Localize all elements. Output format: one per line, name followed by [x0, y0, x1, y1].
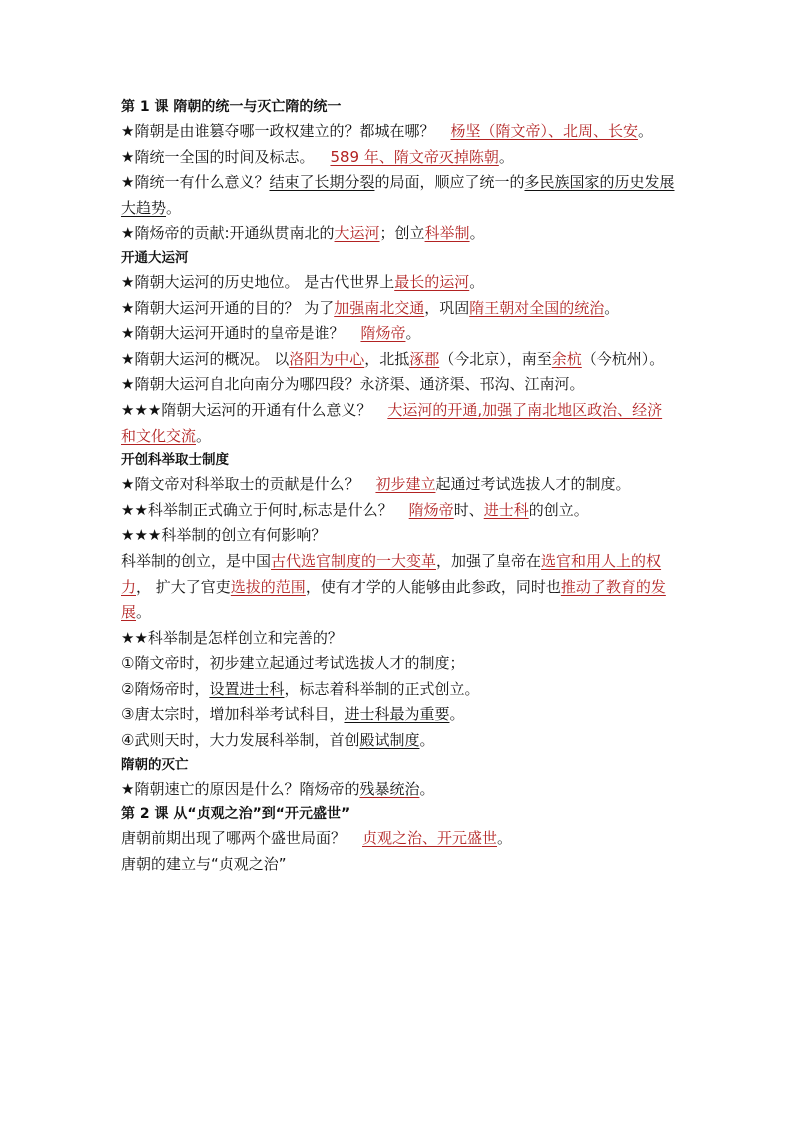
- question-exam-impact: ★★★科举制的创立有何影响？: [121, 526, 327, 545]
- answer-text: 推动了教育的发展: [121, 577, 666, 622]
- question-text: ★隋朝大运河开通的目的？ 为了: [121, 298, 335, 317]
- list-item-wuzetian: ④武则天时，大力发展科举制，首创殿试制度。: [121, 731, 435, 750]
- question-text: ★隋朝大运河的历史地位。 是古代世界上: [121, 272, 395, 291]
- question-canal-sections: ★隋朝大运河自北向南分为哪四段？永济渠、通济渠、邗沟、江南河。: [121, 375, 585, 394]
- question-unification-significance: ★隋统一有什么意义？结束了长期分裂的局面，顺应了统一的多民族国家的历史发展大趋势。: [121, 173, 675, 217]
- question-text: 唐朝前期出现了哪两个盛世局面？: [121, 829, 347, 848]
- question-yangdi-contribution: ★隋炀帝的贡献:开通纵贯南北的大运河；创立科举制。: [121, 224, 485, 243]
- answer-text: 进士科: [483, 500, 529, 519]
- question-tang-prosperity: 唐朝前期出现了哪两个盛世局面？ 贞观之治、开元盛世。: [121, 829, 513, 848]
- question-wendi-exam: ★隋文帝对科举取士的贡献是什么？ 初步建立起通过考试选拔人才的制度。: [121, 475, 631, 494]
- question-exam-established: ★★科举制正式确立于何时,标志是什么？ 隋炀帝时、进士科的创立。: [121, 500, 589, 519]
- answer-text: 隋王朝对全国的统治: [469, 298, 605, 317]
- list-item-wendi: ①隋文帝时，初步建立起通过考试选拔人才的制度；: [121, 654, 465, 673]
- answer-text: 结束了长期分裂: [269, 173, 375, 192]
- answer-text: 科举制: [424, 224, 470, 243]
- question-text: ★★科举制正式确立于何时,标志是什么？: [121, 500, 393, 519]
- answer-text: 589 年、隋文帝灭掉陈朝: [330, 147, 499, 166]
- question-sui-fall: ★隋朝速亡的原因是什么？隋炀帝的残暴统治。: [121, 779, 435, 798]
- answer-text: 涿郡: [409, 349, 440, 368]
- section-heading-exam: 开创科举取士制度: [121, 452, 229, 469]
- question-sui-founding: ★隋朝是由谁篡夺哪一政权建立的？都城在哪？ 杨坚（隋文帝）、北周、长安。: [121, 122, 653, 140]
- section-heading-fall: 隋朝的灭亡: [121, 756, 189, 773]
- section-heading-canal: 开通大运河: [121, 249, 189, 266]
- question-text: ★★★隋朝大运河的开通有什么意义？: [121, 400, 372, 419]
- section-subheading-tang: 唐朝的建立与“贞观之治”: [121, 854, 287, 873]
- answer-text: 贞观之治、开元盛世: [362, 829, 498, 848]
- question-text: ★隋统一全国的时间及标志。: [121, 147, 315, 166]
- question-text: ★隋统一有什么意义？: [121, 173, 270, 192]
- question-text: ★隋朝大运河开通时的皇帝是谁？: [121, 324, 345, 343]
- answer-text: 隋炀帝: [360, 324, 406, 343]
- question-canal-overview: ★隋朝大运河的概况。 以洛阳为中心，北抵涿郡（今北京），南至余杭（今杭州）。: [121, 349, 665, 368]
- question-exam-development: ★★科举制是怎样创立和完善的？: [121, 628, 343, 647]
- answer-text: 残暴统治: [359, 779, 420, 798]
- question-text: ★隋朝是由谁篡夺哪一政权建立的？都城在哪？: [121, 122, 435, 140]
- answer-text: 大运河的开通,加强了南北地区政治、经济和文化交流: [121, 400, 663, 445]
- question-text: ★隋炀帝的贡献:开通纵贯南北的: [121, 224, 335, 243]
- answer-text: 选官和用人上的权力: [121, 551, 662, 596]
- answer-text: 洛阳为中心: [289, 349, 365, 368]
- answer-text: 进士科最为重要: [344, 705, 450, 724]
- answer-text: 设置进士科: [209, 679, 285, 698]
- list-item-yangdi: ②隋炀帝时，设置进士科，标志着科举制的正式创立。: [121, 679, 480, 698]
- question-text: ★隋朝大运河的概况。 以: [121, 349, 290, 368]
- answer-text: 余杭: [551, 349, 582, 368]
- answer-text: 加强南北交通: [334, 298, 425, 317]
- question-canal-status: ★隋朝大运河的历史地位。 是古代世界上最长的运河。: [121, 272, 485, 291]
- answer-text: 最长的运河: [394, 272, 470, 291]
- lesson-2-title: 第 2 课 从“贞观之治”到“开元盛世”: [121, 806, 351, 823]
- answer-text: 隋炀帝: [408, 500, 454, 519]
- answer-text: 杨坚（隋文帝）、北周、长安: [450, 122, 638, 140]
- document-body: [121, 95, 676, 877]
- lesson-1-title: 第 1 课 隋朝的统一与灭亡隋的统一: [121, 99, 342, 115]
- list-item-taizong: ③唐太宗时，增加科举考试科目，进士科最为重要。: [121, 705, 465, 724]
- answer-text: 多民族国家的历史发展大趋势: [121, 173, 675, 217]
- answer-text: 初步建立: [375, 475, 436, 494]
- answer-text: 殿试制度: [359, 731, 420, 750]
- question-text: ★隋文帝对科举取士的贡献是什么？: [121, 475, 360, 494]
- question-text: ★隋朝速亡的原因是什么？隋炀帝的: [121, 779, 360, 798]
- answer-text: 古代选官制度的一大变革: [271, 551, 437, 570]
- question-canal-purpose: ★隋朝大运河开通的目的？ 为了加强南北交通，巩固隋王朝对全国的统治。: [121, 298, 620, 317]
- answer-text: 大运河: [334, 224, 380, 243]
- answer-exam-impact: 科举制的创立，是中国古代选官制度的一大变革，加强了皇帝在选官和用人上的权力， 扩大了官吏选拔的范围，使有才学的人能够由此参政，同时也推动了教育的发展。: [121, 551, 666, 622]
- question-sui-unification-time: ★隋统一全国的时间及标志。 589 年、隋文帝灭掉陈朝。: [121, 147, 514, 166]
- question-canal-significance: ★★★隋朝大运河的开通有什么意义？ 大运河的开通,加强了南北地区政治、经济和文化交流。: [121, 400, 663, 445]
- answer-text: 选拔的范围: [230, 577, 306, 596]
- question-canal-emperor: ★隋朝大运河开通时的皇帝是谁？ 隋炀帝。: [121, 324, 421, 343]
